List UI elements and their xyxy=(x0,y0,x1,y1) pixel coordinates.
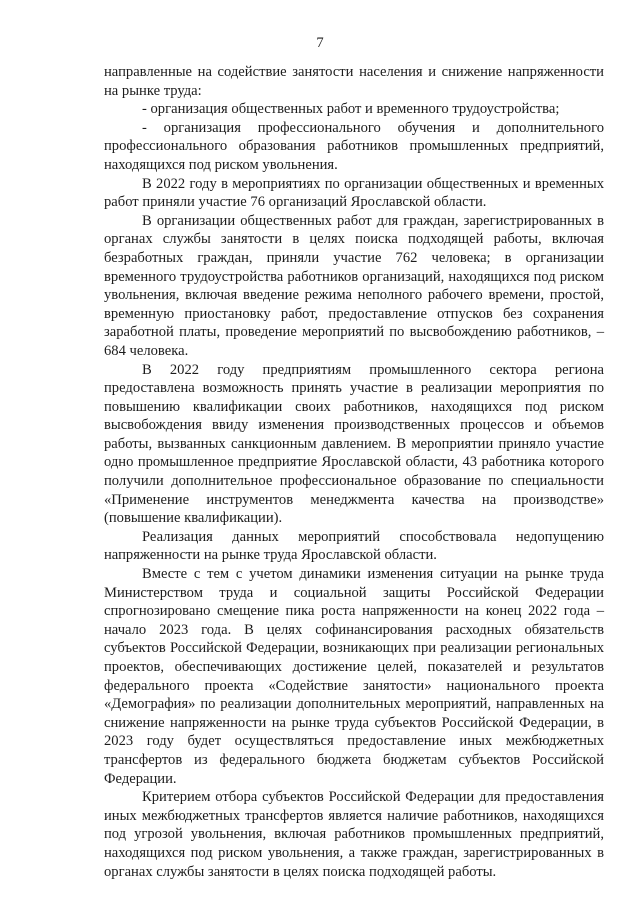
paragraph: направленные на содействие занятости населения и снижение напряженности на рынке труда: xyxy=(104,64,604,99)
paragraph: В 2022 году предприятиям промышленного сектора региона предоставлена возможность принять участие в реализации мероприятия по повышению квалификации своих работников, находящихся под риском высвобождения ввиду изменения производственных процессов и объемов работы, вызванных санкционным давлением. В мероприятии приняло участие одно промышленное предприятие Ярославской области, 43 работника которого получили дополнительное профессиональное образование по специальности «Применение инструментов менеджмента качества на производстве» (повышение квалификации). xyxy=(104,361,604,527)
paragraph: В организации общественных работ для граждан, зарегистрированных в органах службы занятости в целях поиска подходящей работы, включая безработных граждан, приняли участие 762 человека; в организации временного трудоустройства работников организаций, находящихся под риском увольнения, включая введение режима неполного рабочего времени, простой, временную приостановку работ, предоставление отпусков без сохранения заработной платы, проведение мероприятий по высвобождению работников, – 684 человека. xyxy=(104,212,604,359)
page-number: 7 xyxy=(316,35,324,51)
paragraph: - организация профессионального обучения и дополнительного профессионального образования работников промышленных предприятий, находящихся под риском увольнения. xyxy=(104,119,604,173)
document-body xyxy=(104,63,604,881)
paragraph: В 2022 году в мероприятиях по организации общественных и временных работ приняли участие 76 организаций Ярославской области. xyxy=(104,175,604,211)
paragraph: Реализация данных мероприятий способствовала недопущению напряженности на рынке труда Ярославской области. xyxy=(104,528,604,564)
paragraph: Вместе с тем с учетом динамики изменения ситуации на рынке труда Министерством труда и социальной защиты Российской Федерации спрогнозировано смещение пика роста напряженности на конец 2022 года – начало 2023 года. В целях софинансирования расходных обязательств субъектов Российской Федерации, возникающих при реализации региональных проектов, обеспечивающих достижение целей, показателей и результатов федерального проекта «Содействие занятости» национального проекта «Демография» по реализации дополнительных мероприятий, направленных на снижение напряженности на рынке труда субъектов Российской Федерации, в 2023 году будет осуществляться предоставление иных межбюджетных трансфертов из федерального бюджета бюджетам субъектов Российской Федерации. xyxy=(104,566,604,787)
paragraph: Критерием отбора субъектов Российской Федерации для предоставления иных межбюджетных трансфертов является наличие работников, находящихся под угрозой увольнения, включая работников промышленных предприятий, находящихся под риском увольнения, а также граждан, зарегистрированных в органах службы занятости в целях поиска подходящей работы. xyxy=(104,789,604,880)
paragraph: - организация общественных работ и временного трудоустройства; xyxy=(142,101,560,118)
